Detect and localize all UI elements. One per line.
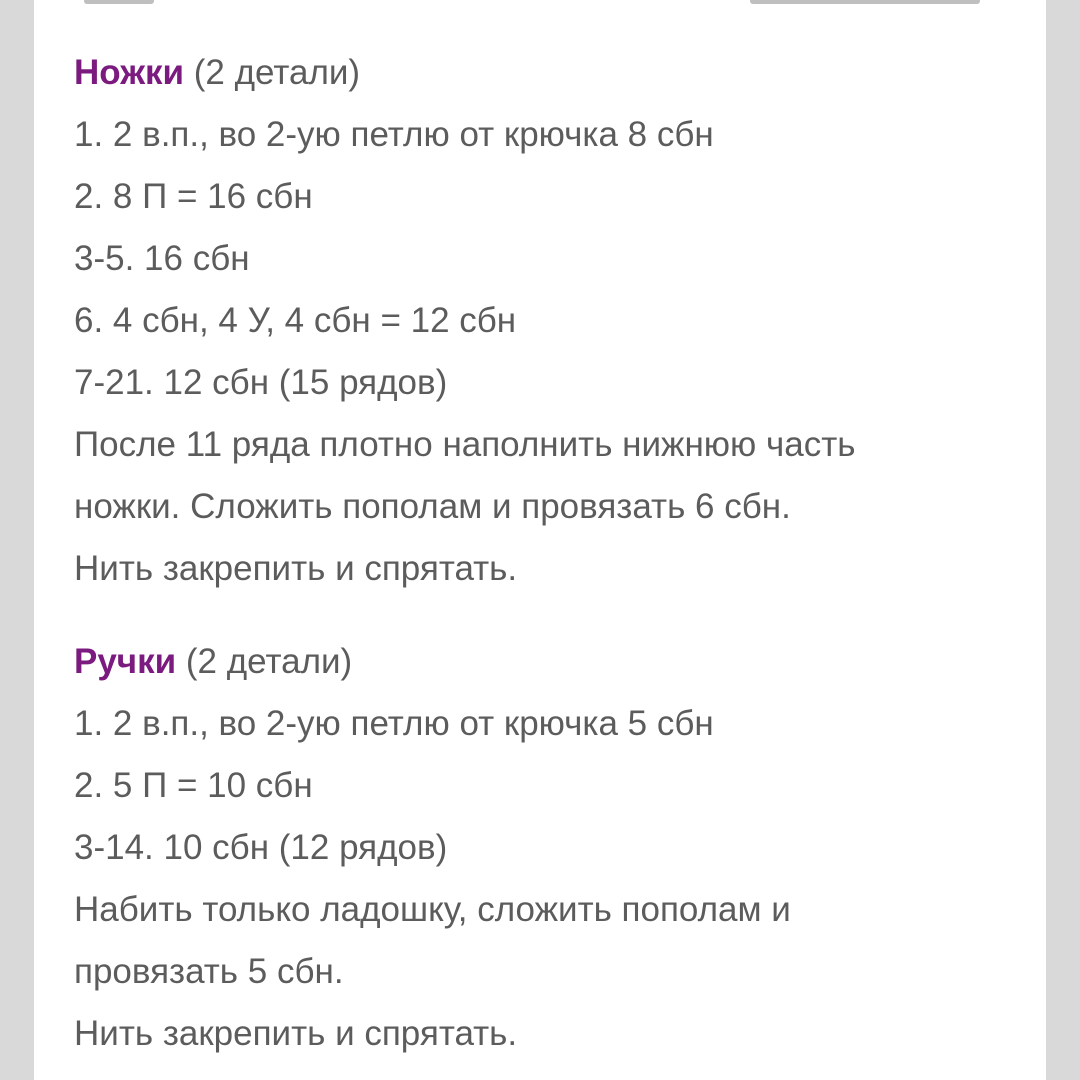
document-card — [34, 0, 1046, 1080]
instruction-line: ножки. Сложить пополам и провязать 6 сбн. — [74, 487, 791, 526]
instruction-line: 1. 2 в.п., во 2-ую петлю от крючка 5 сбн — [74, 704, 714, 743]
section-note: (2 детали) — [193, 53, 361, 92]
section-arms — [74, 631, 1014, 1065]
document-content — [74, 42, 1014, 1080]
instruction-line: 2. 8 П = 16 сбн — [74, 177, 313, 216]
instruction-line: 6. 4 сбн, 4 У, 4 сбн = 12 сбн — [74, 301, 517, 340]
section-title: Ручки — [74, 642, 177, 681]
cut-off-top-text-right — [750, 0, 980, 4]
instruction-line: Набить только ладошку, сложить пополам и — [74, 890, 791, 929]
instruction-line: провязать 5 сбн. — [74, 952, 344, 991]
section-note: (2 детали) — [185, 642, 353, 681]
instruction-line: 3-14. 10 сбн (12 рядов) — [74, 828, 448, 867]
instruction-line: 7-21. 12 сбн (15 рядов) — [74, 363, 448, 402]
section-heading — [74, 42, 1014, 104]
instruction-line: После 11 ряда плотно наполнить нижнюю часть — [74, 425, 856, 464]
section-legs — [74, 42, 1014, 600]
instruction-line: Нить закрепить и спрятать. — [74, 549, 518, 588]
cut-off-top-text-left — [84, 0, 154, 4]
instruction-line: 2. 5 П = 10 сбн — [74, 766, 313, 805]
section-title: Ножки — [74, 53, 185, 92]
section-heading — [74, 631, 1014, 693]
instruction-line: 1. 2 в.п., во 2-ую петлю от крючка 8 сбн — [74, 115, 714, 154]
instruction-line: 3-5. 16 сбн — [74, 239, 250, 278]
instruction-line: Нить закрепить и спрятать. — [74, 1014, 518, 1053]
